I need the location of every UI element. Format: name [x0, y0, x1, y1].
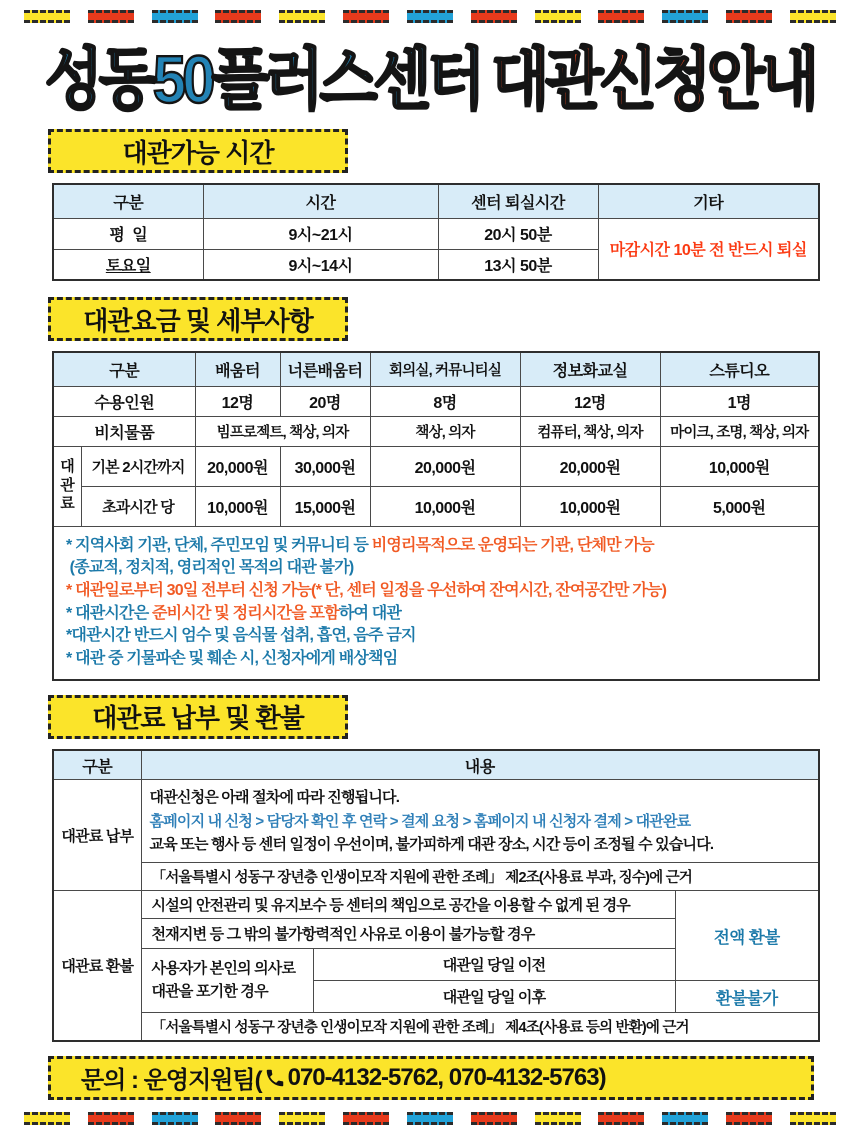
base-fee-label: 기본 2시간까지 [81, 446, 195, 486]
fee-note-segment: *대관시간 반드시 엄수 및 음식물 섭취, 흡연, 음주 금지 [66, 627, 416, 645]
overtime-fee-value: 10,000원 [195, 486, 280, 526]
equipment-value: 마이크, 조명, 책상, 의자 [660, 416, 819, 446]
dash-decoration [343, 1112, 389, 1125]
dash-decoration [790, 10, 836, 23]
refund-case-disaster: 천재지변 등 그 밖의 불가항력적인 사유로 이용이 불가능할 경우 [141, 919, 675, 949]
full-refund-badge: 전액 환불 [675, 891, 819, 981]
fee-notes [53, 526, 819, 680]
overtime-fee-row [53, 486, 819, 526]
overtime-fee-value: 15,000원 [280, 486, 370, 526]
overtime-fee-value: 5,000원 [660, 486, 819, 526]
closing-warning: 마감시간 10분 전 반드시 퇴실 [598, 218, 819, 280]
dash-decoration [279, 10, 325, 23]
dash-decoration [343, 10, 389, 23]
section-header-refund: 대관료 납부 및 환불 [48, 695, 348, 739]
equipment-value: 빔프로젝트, 책상, 의자 [195, 416, 370, 446]
dash-decoration [726, 1112, 772, 1125]
capacity-value: 20명 [280, 386, 370, 416]
top-dash-border [24, 10, 836, 23]
dash-decoration [152, 1112, 198, 1125]
base-fee-value: 20,000원 [195, 446, 280, 486]
dash-decoration [662, 10, 708, 23]
fee-notes-row [53, 526, 819, 680]
fee-col-room3: 회의실, 커뮤니티실 [370, 352, 520, 386]
dash-decoration [662, 1112, 708, 1125]
refund-header-row [53, 750, 819, 780]
payment-label: 대관료 납부 [53, 780, 141, 891]
payment-intro: 대관신청은 아래 절차에 따라 진행됩니다. [149, 789, 400, 807]
fee-col-room5: 스튜디오 [660, 352, 819, 386]
refund-basis-row [53, 1013, 819, 1041]
hours-col-category: 구분 [53, 184, 203, 218]
equipment-value: 책상, 의자 [370, 416, 520, 446]
contact-label: 문의 : 운영지원팀( [81, 1067, 262, 1095]
payment-schedule-note: 교육 또는 행사 등 센터 일정이 우선이며, 불가피하게 대관 장소, 시간 등이 조정될 수 있습니다. [149, 835, 714, 853]
dash-decoration [598, 10, 644, 23]
payment-content [141, 780, 819, 863]
capacity-label: 수용인원 [53, 386, 195, 416]
refund-table [52, 749, 820, 1042]
dash-decoration [24, 10, 70, 23]
base-fee-row [53, 446, 819, 486]
dash-decoration [598, 1112, 644, 1125]
weekday-label: 평 일 [53, 218, 203, 249]
dash-decoration [88, 1112, 134, 1125]
equipment-row [53, 416, 819, 446]
dash-decoration [535, 10, 581, 23]
fee-note-line [66, 648, 808, 671]
dash-decoration [215, 10, 261, 23]
refund-legal-basis: 「서울특별시 성동구 장년층 인생이모작 지원에 관한 조례」 제4조(사용료 등의 반환)에 근거 [141, 1013, 819, 1041]
poster-title-center-name: 성동50플러스센터 [44, 41, 482, 117]
section-header-fees: 대관요금 및 세부사항 [48, 297, 348, 341]
dash-decoration [215, 1112, 261, 1125]
hours-row-weekday [53, 218, 819, 249]
capacity-value: 1명 [660, 386, 819, 416]
fee-note-segment: 준비시간 및 정리시간을 포함 [152, 604, 339, 622]
refund-case-center-row [53, 891, 819, 919]
fee-note-segment: * 대관일로부터 30일 전부터 신청 가능(* 단, 센터 일정을 우선하여 잔여시간, 잔여공간만 가능) [66, 581, 667, 599]
dash-decoration [24, 1112, 70, 1125]
saturday-hours: 9시~14시 [203, 249, 438, 280]
fee-col-room1: 배움터 [195, 352, 280, 386]
hours-col-etc: 기타 [598, 184, 819, 218]
fee-note-line [66, 557, 808, 580]
weekday-hours: 9시~21시 [203, 218, 438, 249]
section-header-hours: 대관가능 시간 [48, 129, 348, 173]
fee-note-segment: * 대관 중 기물파손 및 훼손 시, 신청자에게 배상책임 [66, 650, 398, 668]
fee-group-label: 대관료 [53, 446, 81, 526]
no-refund-badge: 환불불가 [675, 981, 819, 1013]
dash-decoration [471, 1112, 517, 1125]
fee-note-segment: 하여 대관 [338, 604, 402, 622]
refund-col-category: 구분 [53, 750, 141, 780]
dash-decoration [88, 10, 134, 23]
overtime-fee-value: 10,000원 [370, 486, 520, 526]
payment-basis-row [53, 863, 819, 891]
rental-notice-poster [0, 10, 860, 1110]
poster-title [0, 33, 860, 127]
hours-col-exit: 센터 퇴실시간 [438, 184, 598, 218]
contact-bar [48, 1056, 814, 1100]
phone-icon [264, 1067, 286, 1089]
fee-note-segment: * 지역사회 기관, 단체, 주민모임 및 커뮤니티 등 [66, 536, 372, 554]
capacity-row [53, 386, 819, 416]
refund-after-day: 대관일 당일 이후 [313, 981, 675, 1013]
fee-note-segment: * 대관시간은 [66, 604, 152, 622]
base-fee-value: 20,000원 [520, 446, 660, 486]
saturday-exit-time: 13시 50분 [438, 249, 598, 280]
capacity-value: 8명 [370, 386, 520, 416]
refund-label: 대관료 환불 [53, 891, 141, 1041]
refund-case-center: 시설의 안전관리 및 유지보수 등 센터의 책임으로 공간을 이용할 수 없게 된 경우 [141, 891, 675, 919]
base-fee-value: 10,000원 [660, 446, 819, 486]
fee-col-room2: 너른배움터 [280, 352, 370, 386]
fee-note-line [66, 625, 808, 648]
equipment-label: 비치물품 [53, 416, 195, 446]
base-fee-value: 20,000원 [370, 446, 520, 486]
fee-col-room4: 정보화교실 [520, 352, 660, 386]
dash-decoration [726, 10, 772, 23]
dash-decoration [279, 1112, 325, 1125]
fee-note-segment: 비영리목적으로 운영되는 기관, 단체만 가능 [371, 536, 654, 554]
payment-row [53, 780, 819, 863]
hours-table [52, 183, 820, 281]
hours-col-time: 시간 [203, 184, 438, 218]
dash-decoration [407, 10, 453, 23]
dash-decoration [152, 10, 198, 23]
poster-title-subject: 대관신청안내 [491, 41, 816, 117]
capacity-value: 12명 [195, 386, 280, 416]
fee-note-line [66, 535, 808, 558]
bottom-dash-border [24, 1112, 836, 1125]
fee-header-row [53, 352, 819, 386]
base-fee-value: 30,000원 [280, 446, 370, 486]
payment-legal-basis: 「서울특별시 성동구 장년층 인생이모작 지원에 관한 조례」 제2조(사용료 부과, 징수)에 근거 [141, 863, 819, 891]
fee-col-category: 구분 [53, 352, 195, 386]
saturday-label: 토요일 [53, 249, 203, 280]
refund-col-content: 내용 [141, 750, 819, 780]
hours-header-row [53, 184, 819, 218]
payment-process-steps: 홈페이지 내 신청 > 담당자 확인 후 연락 > 결제 요청 > 홈페이지 내 신청자 결제 > 대관완료 [149, 812, 691, 830]
weekday-exit-time: 20시 50분 [438, 218, 598, 249]
contact-phone-numbers: 070-4132-5762, 070-4132-5763) [287, 1063, 606, 1091]
dash-decoration [535, 1112, 581, 1125]
fee-note-segment: (종교적, 정치적, 영리적인 목적의 대관 불가) [66, 559, 354, 577]
refund-case-user: 사용자가 본인의 의사로 대관을 포기한 경우 [141, 949, 313, 1013]
capacity-value: 12명 [520, 386, 660, 416]
overtime-fee-label: 초과시간 당 [81, 486, 195, 526]
dash-decoration [407, 1112, 453, 1125]
dash-decoration [790, 1112, 836, 1125]
dash-decoration [471, 10, 517, 23]
fee-table [52, 351, 820, 681]
overtime-fee-value: 10,000원 [520, 486, 660, 526]
fee-note-line [66, 603, 808, 626]
equipment-value: 컴퓨터, 책상, 의자 [520, 416, 660, 446]
fee-note-line [66, 580, 808, 603]
refund-before-day: 대관일 당일 이전 [313, 949, 675, 981]
